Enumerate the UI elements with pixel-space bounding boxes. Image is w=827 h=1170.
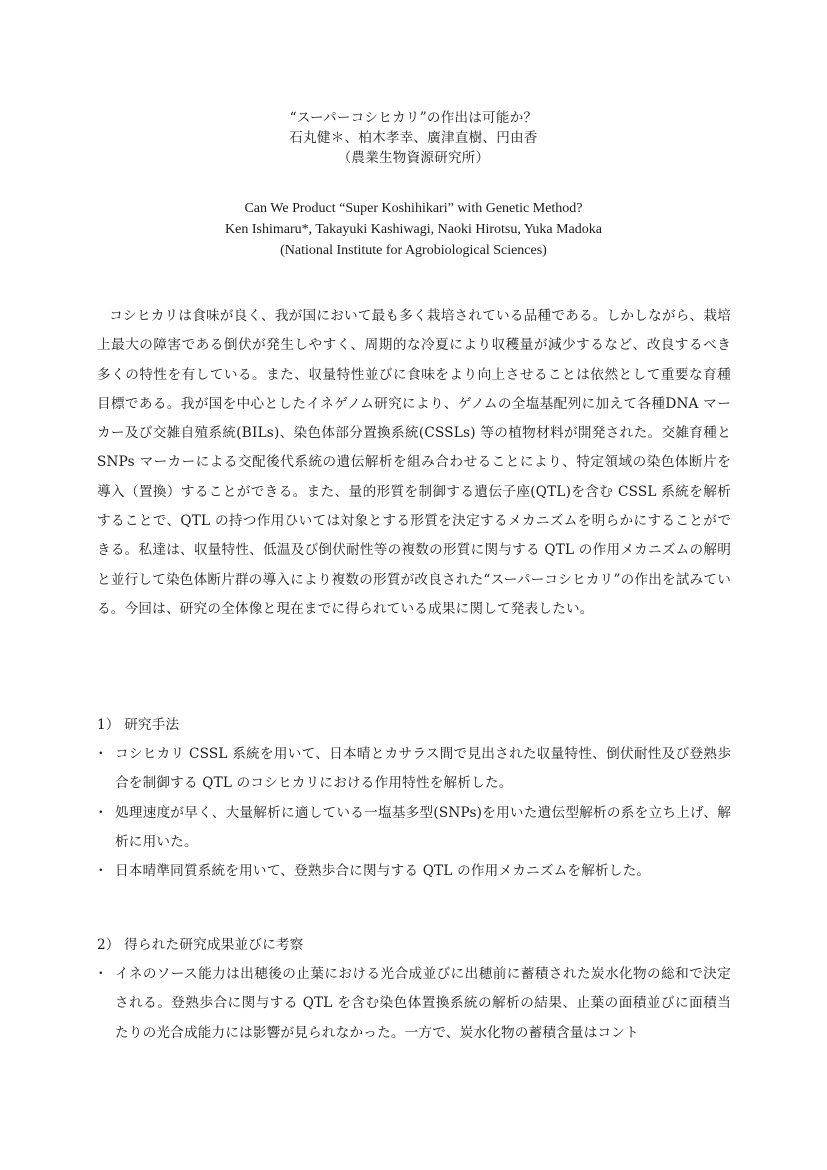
jp-title: “スーパーコシヒカリ”の作出は可能か？ [289,110,538,126]
bullet-item: ・ 日本晴準同質系統を用いて、登熟歩合に関与する QTL の作用メカニズムを解析した。 [97,857,731,886]
en-authors: Ken Ishimaru*, Takayuki Kashiwagi, Naoki Hirotsu, Yuka Madoka [225,222,602,237]
section-methods [97,710,731,886]
bullet-item: ・ 処理速度が早く、大量解析に適している一塩基多型(SNPs)を用いた遺伝型解析の系を立ち上げ、解析に用いた。 [97,799,731,858]
section-heading: 1） 研究手法 [97,717,180,733]
bullet-item: ・ コシヒカリ CSSL 系統を用いて、日本晴とカサラス間で見出された収量特性、倒伏耐性及び登熟歩合を制御する QTL のコシヒカリにおける作用特性を解析した。 [97,740,731,799]
en-affiliation: (National Institute for Agrobiological Sciences) [280,243,547,258]
section-heading: 2） 得られた研究成果並びに考察 [97,937,304,953]
abstract-paragraph: コシヒカリは食味が良く、我が国において最も多く栽培されている品種である。しかしながら、栽培上最大の障害である倒伏が発生しやすく、周期的な冷夏により収穫量が減少するなど、改良するべき多くの特性を有している。また、収量特性並びに食味をより向上させることは依然として重要な育種目標である。我が国を中心としたイネゲノム研究により、ゲノムの全塩基配列に加えて各種DNA マーカー及び交雑自殖系統(BILs)、染色体部分置換系統(CSSLs) 等の植物材料が開発された。交雑育種と SNPs マーカーによる交配後代系統の遺伝解析を組み合わせることにより、特定領域の染色体断片を導入（置換）することができる。また、量的形質を制御する遺伝子座(QTL)を含む CSSL 系統を解析することで、QTL の持つ作用ひいては対象とする形質を決定するメカニズムを明らかにすることができる。私達は、収量特性、低温及び倒伏耐性等の複数の形質に関与する QTL の作用メカニズムの解明と並行して染色体断片群の導入により複数の形質が改良された“スーパーコシヒカリ”の作出を試みている。今回は、研究の全体像と現在までに得られている成果に関して発表したい。 [97,308,731,617]
abstract [97,302,731,624]
jp-authors: 石丸健＊、柏木孝幸、廣津直樹、円由香 [289,130,538,146]
en-title: Can We Product “Super Koshihikari” with Genetic Method? [244,201,583,216]
section-results [97,930,731,1048]
bullet-item: ・ イネのソース能力は出穂後の止葉における光合成並びに出穂前に蓄積された炭水化物の総和で決定される。登熟歩合に関与する QTL を含む染色体置換系統の解析の結果、止葉の面積並びに面積当たりの光合成能力には影響が見られなかった。一方で、炭水化物の蓄積含量はコント [97,960,731,1048]
japanese-title-block [0,108,827,168]
english-title-block [0,198,827,261]
jp-affiliation: （農業生物資源研究所） [337,150,490,166]
